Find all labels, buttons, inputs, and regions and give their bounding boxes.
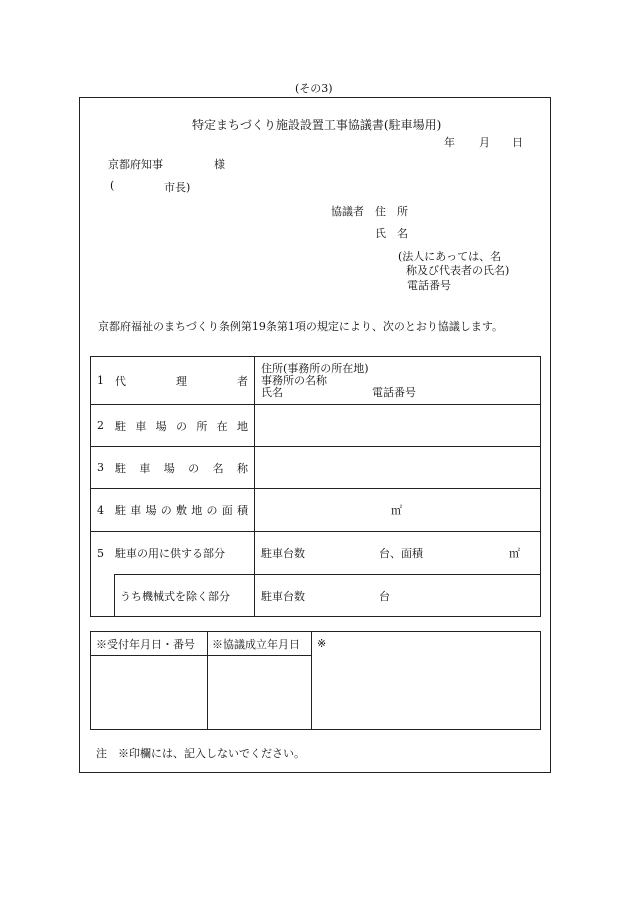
table-row <box>91 489 541 532</box>
location-field[interactable] <box>255 405 541 447</box>
non-mech-label-cell: うち機械式を除く部分 <box>115 575 255 617</box>
row-number: 1 <box>97 374 104 387</box>
addressee-governor: 京都府知事 <box>108 158 163 171</box>
table-row <box>91 575 541 617</box>
applicant-phone-label: 電話番号 <box>407 279 451 292</box>
agreement-date-field[interactable] <box>208 656 312 730</box>
table-row <box>91 532 541 575</box>
receipt-date-field[interactable] <box>91 656 208 730</box>
agent-label-cell: 1 代 理 者 <box>91 357 255 405</box>
receipt-table <box>90 631 541 730</box>
use-label-cell: 5 駐車の用に供する部分 <box>91 532 255 575</box>
applicant-name-label: 氏 名 <box>375 227 408 240</box>
form-title: 特定まちづくり施設設置工事協議書(駐車場用) <box>192 118 442 132</box>
table-row <box>91 447 541 489</box>
table-row <box>91 405 541 447</box>
remarks-cell[interactable]: ※ <box>312 632 541 730</box>
parking-name-field[interactable] <box>255 447 541 489</box>
area-unit: ㎡ <box>391 504 402 517</box>
location-label-cell: 2 駐 車 場 の 所 在 地 <box>91 405 255 447</box>
date-year: 年 <box>444 136 455 149</box>
applicant-label: 協議者 <box>331 205 364 218</box>
details-table <box>90 356 541 617</box>
date-month: 月 <box>479 136 490 149</box>
addressee-honorific: 様 <box>214 158 225 171</box>
non-mech-field[interactable]: 駐車台数 台 <box>255 575 541 617</box>
applicant-corp-note-1: (法人にあっては、名 <box>398 250 502 263</box>
receipt-date-header: ※受付年月日・番号 <box>91 632 208 656</box>
use-field[interactable]: 駐車台数 台、面積 ㎡ <box>255 532 541 575</box>
addressee-mayor: 市長) <box>164 181 191 194</box>
footnote: 注 ※印欄には、記入しないでください。 <box>96 747 305 760</box>
area-label-cell: 4 駐 車 場 の 敷 地 の 面 積 <box>91 489 255 532</box>
addressee-paren: ( <box>110 179 115 192</box>
name-label-cell: 3 駐 車 場 の 名 称 <box>91 447 255 489</box>
statement: 京都府福祉のまちづくり条例第19条第1項の規定により、次のとおり協議します。 <box>98 320 504 333</box>
site-area-field[interactable] <box>255 489 541 532</box>
applicant-address-label: 住 所 <box>375 205 408 218</box>
agreement-date-header: ※協議成立年月日 <box>208 632 312 656</box>
applicant-corp-note-2: 称及び代表者の氏名) <box>406 264 510 277</box>
date-day: 日 <box>512 136 523 149</box>
agent-info-field[interactable]: 住所(事務所の所在地) 事務所の名称 氏名 電話番号 <box>255 357 541 405</box>
page-marker: (その3) <box>295 82 333 95</box>
table-row <box>91 357 541 405</box>
